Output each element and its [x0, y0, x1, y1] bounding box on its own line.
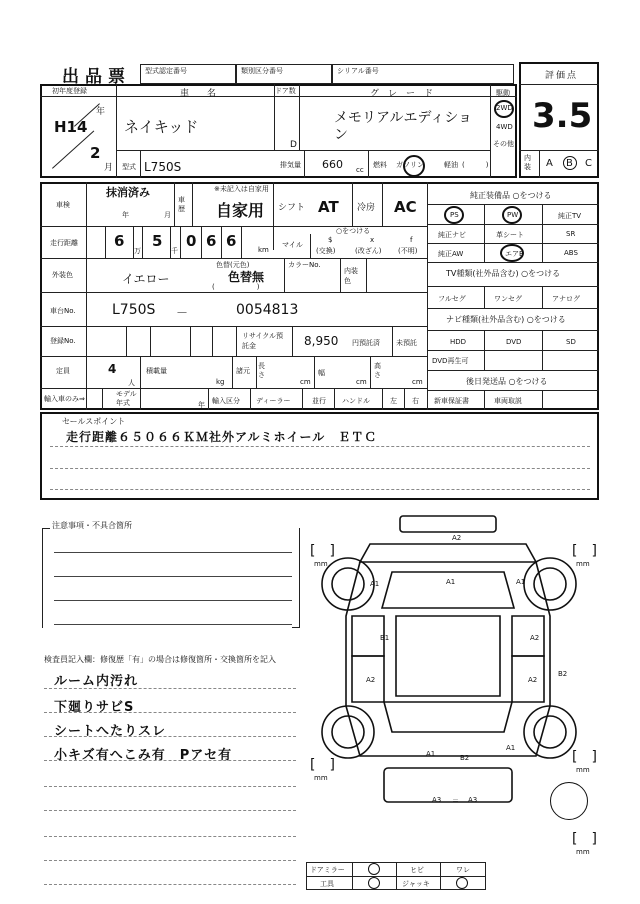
dim-width: 幅 [318, 369, 325, 377]
grade-label: グ レ ー ド [370, 89, 434, 99]
tread-fr-mm: mm [576, 560, 590, 568]
tread-rr-mm: mm [576, 766, 590, 774]
spare-tire [550, 782, 588, 820]
type-cert-label: 型式認定番号 [145, 67, 187, 75]
tread-spare-bracket: [ ] [572, 831, 597, 847]
equip-pw: PW [507, 211, 519, 219]
acc-tools: 工具 [320, 880, 334, 888]
tv-analog: アナログ [552, 295, 580, 303]
history-value: 自家用 [216, 201, 265, 220]
shift-label: シフト [278, 203, 306, 213]
inspector-label: 検査員記入欄：修復歴「有」の場合は修復箇所・交換箇所を記入 [44, 655, 276, 664]
serial-label: シリアル番号 [337, 67, 379, 75]
mileage-digit-4: 6 [206, 232, 217, 250]
color-no-label: カラーNo. [288, 261, 321, 269]
mileage-opt1-sym: $ [328, 236, 333, 244]
caution-label: 注意事項・不具合箇所 [52, 521, 132, 530]
doors-label: ドア数 [275, 87, 296, 95]
displacement-value: 660 [322, 158, 343, 171]
doors-value: D [290, 140, 297, 150]
shaken-month: 月 [164, 211, 171, 219]
mark-b1: B1 [380, 634, 390, 642]
mileage-opt2-sym: x [370, 236, 375, 244]
capacity-label: 定員 [56, 367, 70, 375]
drive-4wd: 4WD [496, 123, 513, 131]
equip-aw: 純正AW [438, 250, 464, 258]
model-label: 型式 [122, 163, 136, 171]
chassis-number: 0054813 [236, 302, 299, 318]
import-model-year: モデル年式 [116, 390, 137, 407]
mileage-opt1: (交換) [316, 247, 336, 255]
mark-a1-rear-right: A1 [506, 744, 516, 752]
interior-b: B [566, 158, 573, 169]
acc-tools-yes [368, 877, 380, 889]
import-kubun: 輸入区分 [212, 397, 240, 405]
acc-crack: ヒビ [410, 866, 424, 874]
later-manual: 車両取説 [494, 397, 522, 405]
eval-score: 3.5 [532, 96, 593, 136]
shift-value: AT [318, 198, 339, 216]
acc-broken: ワレ [456, 866, 470, 874]
sales-point-label: セールスポイント [62, 417, 126, 426]
import-year: 年 [198, 401, 205, 409]
drive-label: 駆動 [496, 89, 510, 97]
note-line-4: 小キズ有へこみ有 Pアセ有 [54, 748, 233, 763]
mileage-sen: 千 [171, 247, 178, 255]
month-suffix: 月 [104, 163, 114, 173]
note-line-3: シートへたりスレ [54, 724, 167, 739]
chassis-dash: － [176, 306, 189, 320]
ac-value: AC [394, 198, 417, 216]
car-name: ネイキッド [124, 118, 199, 136]
shaken-value: 抹消済み [106, 186, 150, 199]
tread-fl-mm: mm [314, 560, 328, 568]
interior-color-label: 内装色 [344, 267, 358, 285]
mileage-digit-2: 5 [152, 232, 163, 250]
repaint-value: 色替無 [228, 270, 265, 284]
sales-point-text: 走行距離６５０６６ＫＭ社外アルミホイール ＥＴＣ [66, 430, 378, 444]
history-label: 車歴 [178, 196, 185, 213]
chassis-model: L750S [112, 302, 156, 318]
mark-a2-top: A2 [452, 534, 462, 542]
load-label: 積載量 [146, 367, 167, 375]
drive-other: その他 [493, 140, 514, 148]
mileage-opt3-sym: f [410, 236, 413, 244]
color-value: イエロー [122, 272, 170, 286]
tread-rl-mm: mm [314, 774, 328, 782]
navi-dvd: DVD [506, 338, 522, 346]
mileage-man: 万 [134, 247, 141, 255]
later-warranty: 新車保証書 [434, 397, 469, 405]
dim-cm-1: cm [300, 378, 311, 386]
mark-a3-left: A3 [432, 796, 442, 804]
tv-fullseg: フルセグ [438, 295, 466, 303]
first-reg-year: H14 [54, 118, 88, 136]
import-right: 右 [412, 397, 419, 405]
class-label: 類別区分番号 [241, 67, 283, 75]
repaint-paren: ( ) [212, 283, 260, 291]
chassis-label: 車台No. [50, 307, 76, 315]
tread-fr-bracket: [ ] [572, 543, 597, 559]
dim-height: 高さ [374, 362, 381, 379]
mark-a2-right: A2 [530, 634, 540, 642]
interior-label: 内装 [524, 154, 531, 171]
repaint-label: 色替(元色) [216, 261, 250, 269]
equip-navi: 純正ナビ [438, 231, 466, 239]
color-label: 外装色 [52, 271, 73, 279]
interior-a: A [546, 158, 553, 169]
first-reg-month: 2 [90, 144, 101, 162]
tread-rl-bracket: [ ] [310, 757, 335, 773]
dvd-playback: DVD再生可 [432, 357, 469, 365]
tv-oneseg: ワンセグ [494, 295, 522, 303]
tread-rr-bracket: [ ] [572, 749, 597, 765]
mileage-digit-5: 6 [226, 232, 237, 250]
import-handle: ハンドル [342, 397, 370, 405]
later-title: 後日発送品 ○をつける [466, 377, 548, 386]
mark-a1-roof: A1 [446, 578, 456, 586]
model-value: L750S [144, 160, 182, 174]
car-damage-diagram [300, 506, 610, 806]
mark-a1-right: A1 [516, 578, 526, 586]
navi-title: ナビ種類(社外品含む) ○をつける [446, 315, 566, 324]
equip-leather: 革シート [496, 231, 524, 239]
mark-a2-mid: A2 [528, 676, 538, 684]
load-unit: kg [216, 378, 225, 386]
import-dealer: ディーラー [256, 397, 291, 405]
equip-airbag: エアB [505, 250, 524, 258]
import-parallel: 並行 [312, 397, 326, 405]
fuel-diesel: 軽油 [444, 161, 458, 169]
drive-2wd: 2WD [496, 104, 513, 112]
equip-abs: ABS [564, 249, 578, 257]
mileage-opt2: (改ざん) [355, 247, 382, 255]
eval-label: 評価点 [545, 71, 579, 81]
ac-label: 冷房 [357, 203, 376, 213]
recycle-value: 8,950 [304, 334, 339, 348]
recycle-no: 未預託 [396, 339, 417, 347]
form-title: 出品票 [62, 67, 131, 87]
mileage-circle-note: ○をつける [336, 227, 371, 235]
mileage-mile: マイル [282, 241, 303, 249]
dim-cm-2: cm [356, 378, 367, 386]
import-label: 輸入車のみ⇒ [44, 395, 85, 403]
mark-a2-left: A2 [366, 676, 376, 684]
equip-ps: PS [450, 211, 459, 219]
navi-sd: SD [566, 338, 576, 346]
displacement-unit: cc [356, 166, 364, 174]
dim-cm-3: cm [412, 378, 423, 386]
first-reg-label: 初年度登録 [52, 87, 87, 95]
tread-fl-bracket: [ ] [310, 543, 335, 559]
mark-b2-right: B2 [558, 670, 568, 678]
note-line-2: 下廻りサビS [54, 700, 135, 715]
acc-jack-yes [456, 877, 468, 889]
mark-b2-rear: B2 [460, 754, 470, 762]
year-suffix: 年 [96, 107, 106, 117]
equip-tv: 純正TV [558, 212, 582, 220]
acc-mirror: ドアミラー [310, 866, 345, 874]
fuel-gasoline: ガソリン [396, 161, 424, 169]
shaken-label: 車検 [56, 201, 70, 209]
acc-mirror-yes [368, 863, 380, 875]
capacity-value: 4 [108, 362, 117, 376]
fuel-gasoline-circle [403, 155, 425, 177]
recycle-label: リサイクル預託金 [242, 332, 284, 350]
history-note: ※未記入は自家用 [214, 185, 269, 193]
mark-a3-right: A3 [468, 796, 478, 804]
mileage-digit-1: 6 [114, 232, 125, 250]
name-label: 車 名 [180, 89, 217, 99]
capacity-unit: 人 [128, 379, 135, 387]
fuel-label: 燃料 [373, 161, 387, 169]
interior-c: C [585, 158, 592, 169]
dim-length: 長さ [258, 362, 265, 379]
mileage-opt3: (不明) [398, 247, 418, 255]
recycle-unit: 円預託済 [352, 339, 380, 347]
acc-jack: ジャッキ [402, 880, 430, 888]
mileage-km: km [258, 246, 269, 254]
note-line-1: ルーム内汚れ [54, 674, 139, 689]
registration-label: 登録No. [50, 337, 76, 345]
displacement-label: 排気量 [280, 161, 301, 169]
tv-title: TV種類(社外品含む) ○をつける [446, 269, 561, 278]
dim-label: 諸元 [236, 367, 250, 375]
fuel-paren: ( ) [462, 161, 489, 169]
import-left: 左 [390, 397, 397, 405]
equip-title: 純正装備品 ○をつける [470, 191, 552, 200]
shaken-year: 年 [122, 211, 129, 219]
mark-a1-rear-left: A1 [426, 750, 436, 758]
mileage-label: 走行距離 [50, 239, 78, 247]
mileage-digit-3: 0 [186, 232, 197, 250]
tread-spare-mm: mm [576, 848, 590, 856]
grade-value: メモリアルエディション [334, 110, 473, 143]
equip-sr: SR [566, 230, 576, 238]
navi-hdd: HDD [450, 338, 467, 346]
caution-bracket-right [292, 528, 300, 628]
mark-a3-eq: ＝ [452, 797, 459, 805]
caution-bracket [42, 528, 50, 628]
mark-a1-left: A1 [370, 580, 380, 588]
